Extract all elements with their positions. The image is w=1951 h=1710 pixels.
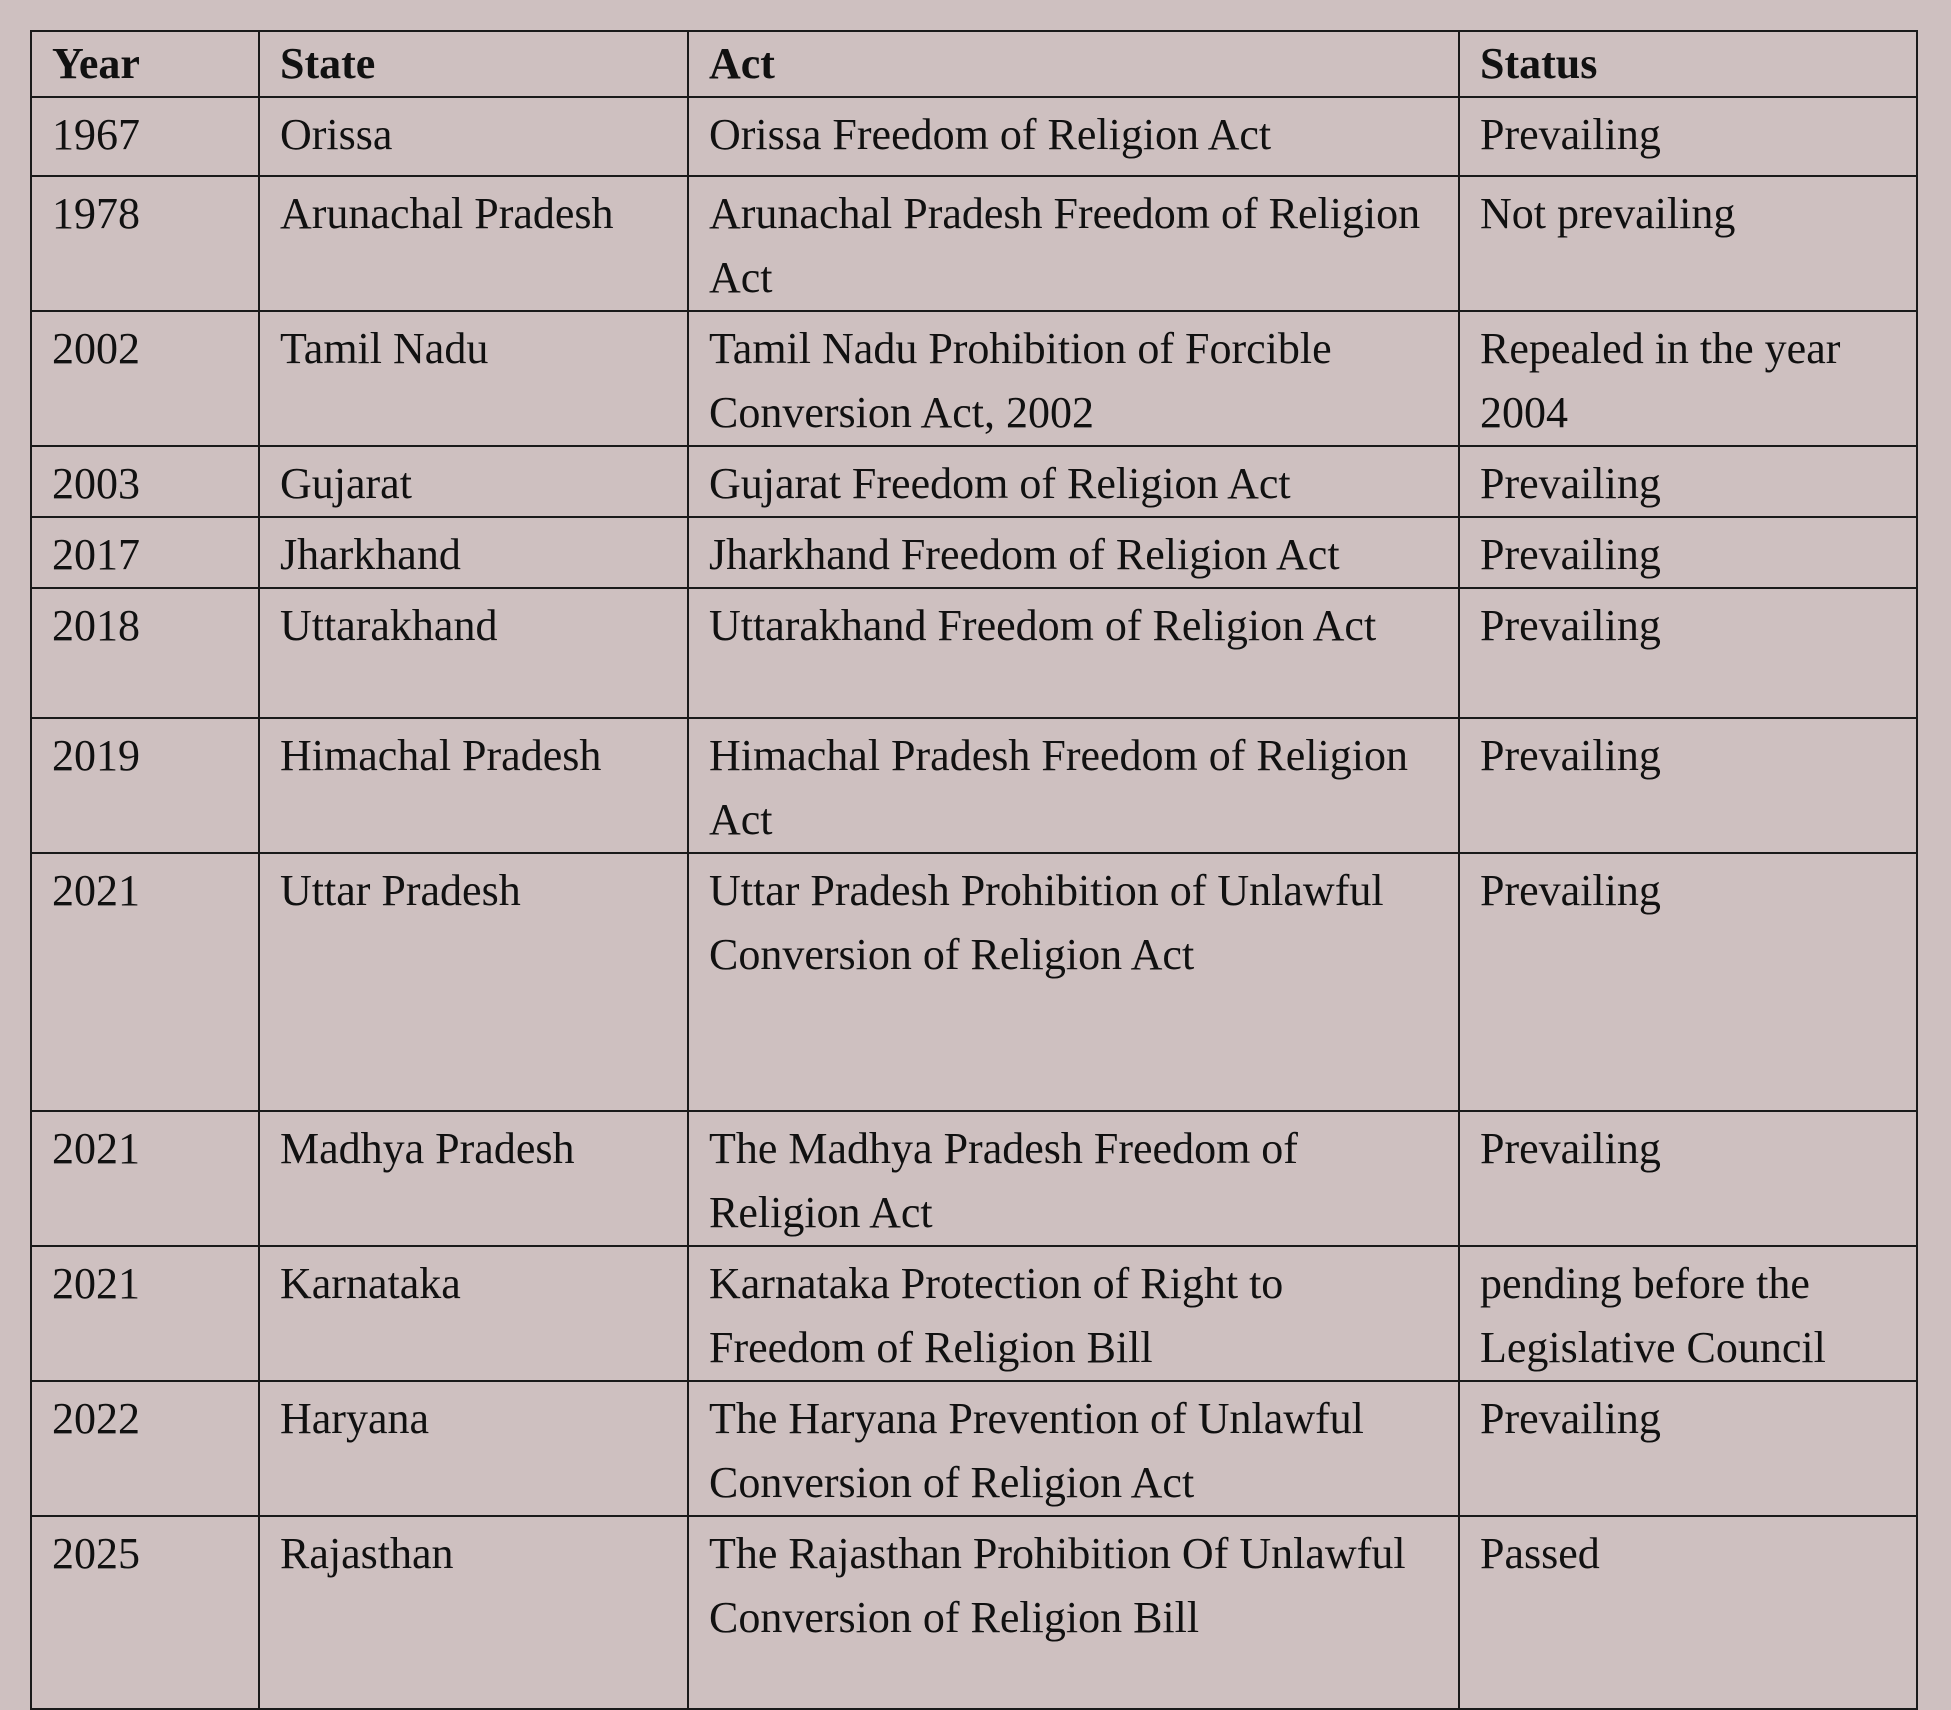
cell-act: Tamil Nadu Prohibition of Forcible Conversion Act, 2002 [688,311,1459,446]
cell-status: Prevailing [1459,588,1917,718]
cell-year: 2019 [31,718,259,853]
cell-act: Gujarat Freedom of Religion Act [688,446,1459,517]
cell-year: 2002 [31,311,259,446]
cell-act: Uttar Pradesh Prohibition of Unlawful Conversion of Religion Act [688,853,1459,1111]
cell-year: 1978 [31,176,259,311]
cell-status: Not prevailing [1459,176,1917,311]
cell-act: Orissa Freedom of Religion Act [688,97,1459,176]
cell-act: Uttarakhand Freedom of Religion Act [688,588,1459,718]
cell-status: Prevailing [1459,517,1917,588]
cell-state: Himachal Pradesh [259,718,688,853]
cell-act: The Madhya Pradesh Freedom of Religion Act [688,1111,1459,1246]
cell-year: 2022 [31,1381,259,1516]
cell-state: Orissa [259,97,688,176]
cell-act: Himachal Pradesh Freedom of Religion Act [688,718,1459,853]
cell-year: 2018 [31,588,259,718]
header-status: Status [1459,31,1917,97]
cell-act: Jharkhand Freedom of Religion Act [688,517,1459,588]
header-act: Act [688,31,1459,97]
cell-status: pending before the Legislative Council [1459,1246,1917,1381]
cell-status: Prevailing [1459,718,1917,853]
cell-status: Passed [1459,1516,1917,1709]
cell-state: Madhya Pradesh [259,1111,688,1246]
cell-state: Jharkhand [259,517,688,588]
cell-status: Repealed in the year 2004 [1459,311,1917,446]
table-row [31,97,1917,176]
table-row [31,853,1917,1111]
cell-act: The Rajasthan Prohibition Of Unlawful Conversion of Religion Bill [688,1516,1459,1709]
table-header-row [31,31,1917,97]
cell-year: 2003 [31,446,259,517]
table-row [31,176,1917,311]
cell-status: Prevailing [1459,1381,1917,1516]
cell-year: 2017 [31,517,259,588]
cell-act: Arunachal Pradesh Freedom of Religion Act [688,176,1459,311]
anti-conversion-laws-table [30,30,1918,1710]
table-row [31,1111,1917,1246]
cell-year: 2021 [31,1246,259,1381]
cell-status: Prevailing [1459,97,1917,176]
cell-year: 2021 [31,853,259,1111]
table-row [31,718,1917,853]
table-row [31,311,1917,446]
cell-status: Prevailing [1459,446,1917,517]
cell-state: Arunachal Pradesh [259,176,688,311]
cell-state: Uttarakhand [259,588,688,718]
table-row [31,517,1917,588]
cell-year: 1967 [31,97,259,176]
cell-state: Karnataka [259,1246,688,1381]
cell-status: Prevailing [1459,853,1917,1111]
cell-year: 2021 [31,1111,259,1246]
table-row [31,446,1917,517]
cell-state: Uttar Pradesh [259,853,688,1111]
cell-status: Prevailing [1459,1111,1917,1246]
header-state: State [259,31,688,97]
header-year: Year [31,31,259,97]
cell-state: Haryana [259,1381,688,1516]
table-row [31,1246,1917,1381]
table-row [31,1381,1917,1516]
cell-year: 2025 [31,1516,259,1709]
cell-state: Gujarat [259,446,688,517]
cell-state: Tamil Nadu [259,311,688,446]
table-row [31,1516,1917,1709]
cell-act: Karnataka Protection of Right to Freedom of Religion Bill [688,1246,1459,1381]
cell-act: The Haryana Prevention of Unlawful Conversion of Religion Act [688,1381,1459,1516]
cell-state: Rajasthan [259,1516,688,1709]
table-row [31,588,1917,718]
